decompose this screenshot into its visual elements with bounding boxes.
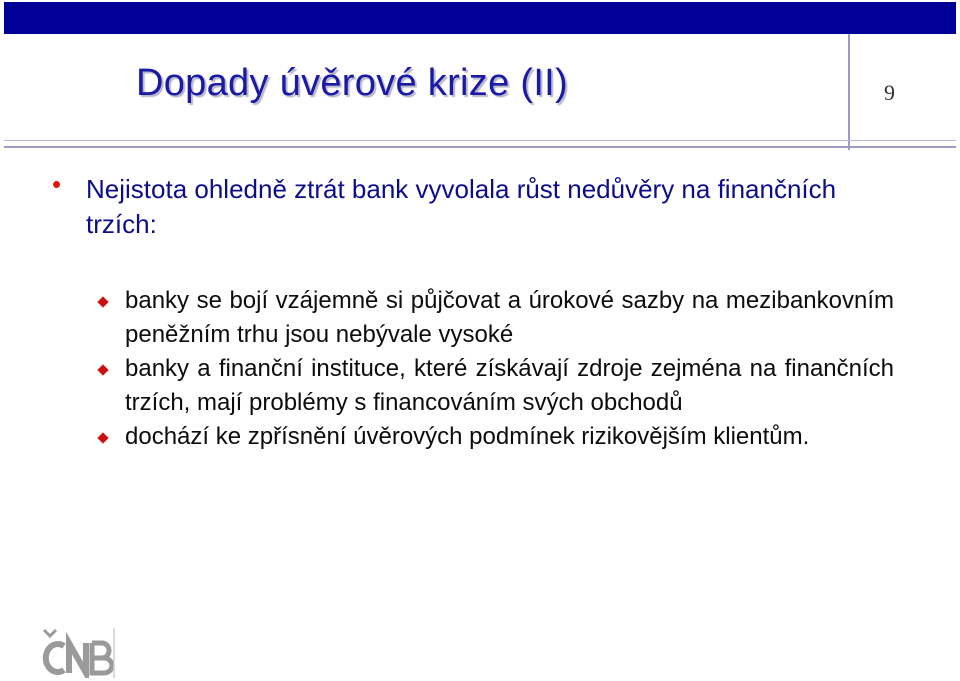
diamond-bullet-icon — [97, 364, 108, 375]
list-item-text: dochází ke zpřísnění úvěrových podmínek rizikovějším klientům. — [125, 423, 810, 450]
title-vertical-divider — [848, 34, 850, 150]
title-divider-thick — [4, 146, 956, 148]
slide-number: 9 — [884, 80, 895, 105]
diamond-bullet-icon — [97, 296, 108, 307]
bullet-dot-icon: • — [52, 169, 62, 199]
title-divider-thin — [4, 140, 956, 141]
diamond-bullet-icon — [97, 432, 108, 443]
list-item — [96, 284, 894, 352]
list-item — [96, 420, 894, 454]
cnb-logo-icon — [38, 626, 118, 678]
sub-bullet-list — [96, 284, 894, 454]
lead-paragraph: Nejistota ohledně ztrát bank vyvolala růst nedůvěry na finančních trzích: — [86, 174, 837, 239]
list-item — [96, 352, 894, 420]
top-bar — [4, 2, 956, 34]
slide-title: Dopady úvěrové krize (II) — [136, 62, 568, 104]
list-item-text: banky a finanční instituce, které získávají zdroje zejména na finančních trzích, mají problémy s financováním svých obchodů — [125, 355, 894, 416]
list-item-text: banky se bojí vzájemně si půjčovat a úrokové sazby na mezibankovním peněžním trhu jsou nebývale vysoké — [125, 287, 894, 348]
